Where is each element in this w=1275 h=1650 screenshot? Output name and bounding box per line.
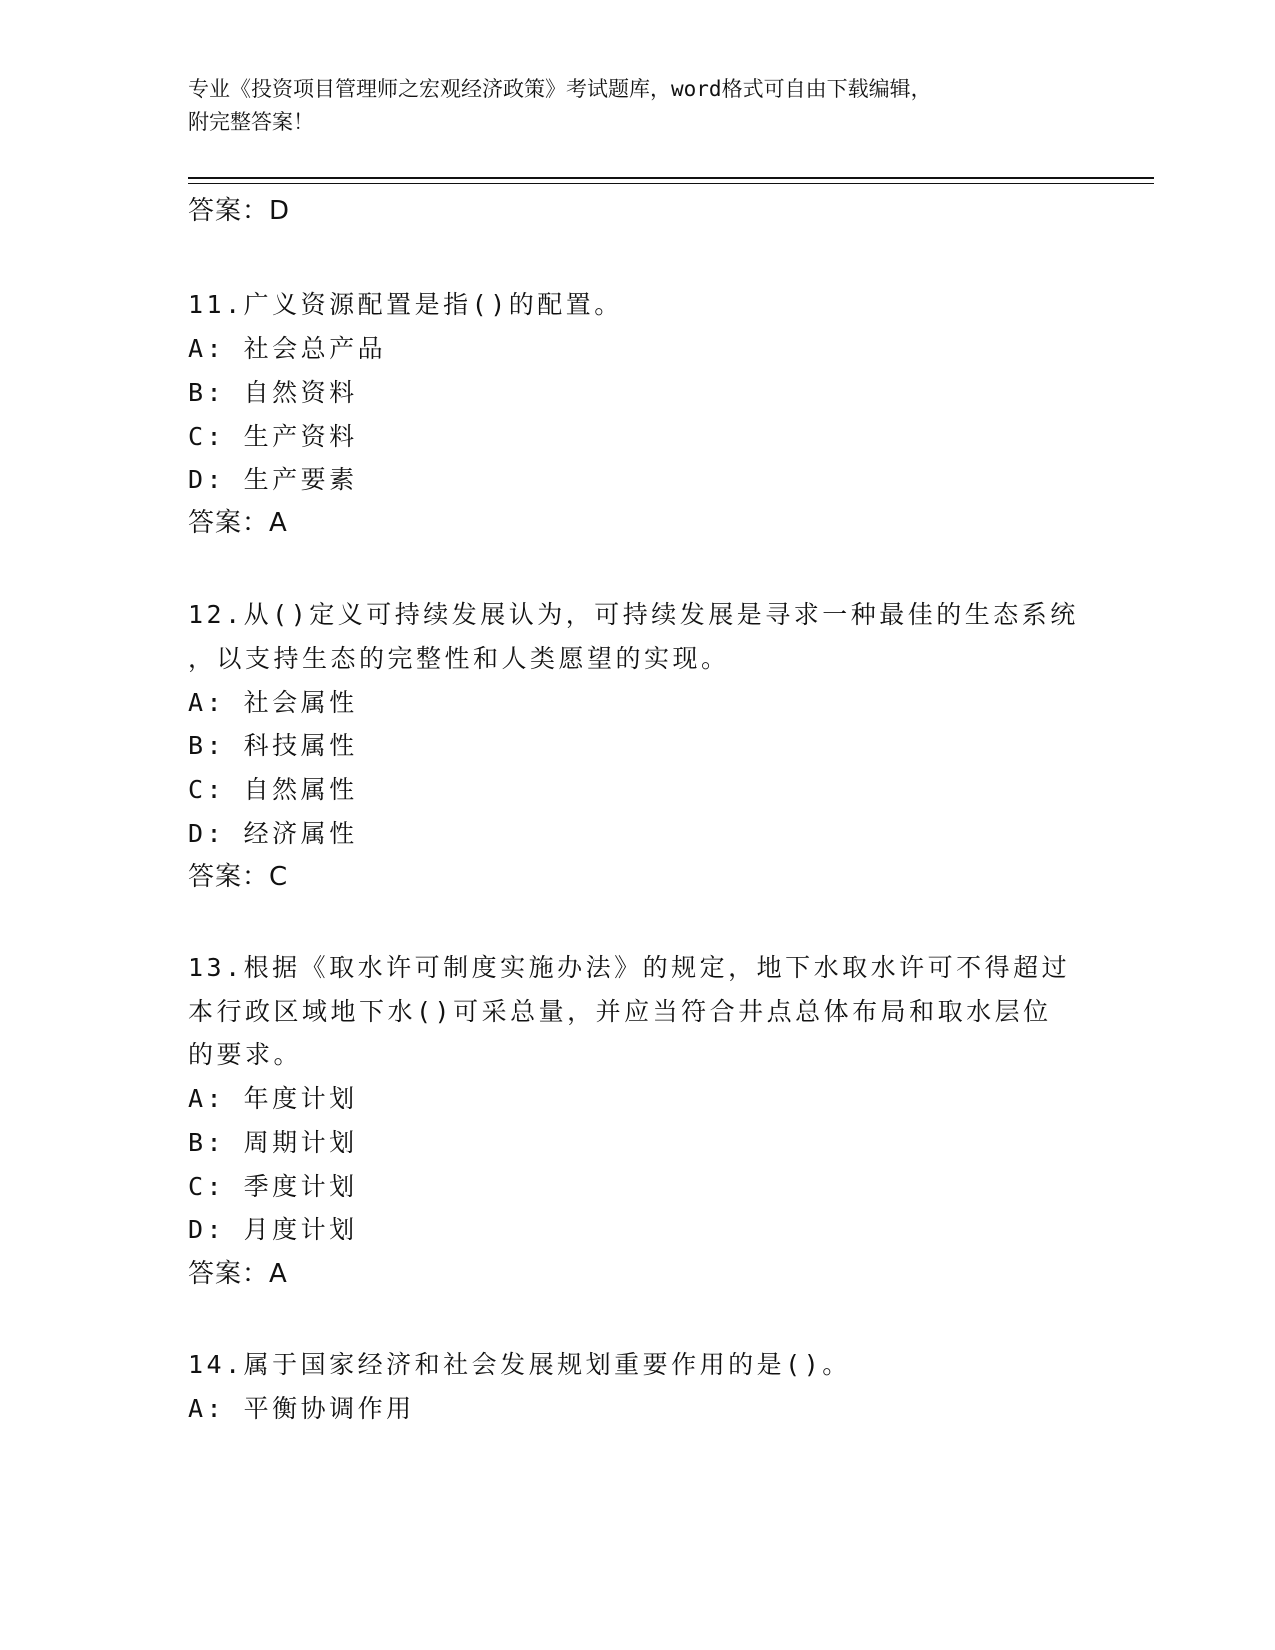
header-divider-thick [188, 177, 1154, 179]
header-line-1: 专业《投资项目管理师之宏观经济政策》考试题库，word格式可自由下载编辑， [188, 77, 932, 101]
answer-line: 答案：D [188, 196, 291, 226]
option-d: D: 经济属性 [188, 819, 358, 848]
answer-line: 答案：C [188, 862, 289, 892]
question-stem-line-1: 13.根据《取水许可制度实施办法》的规定，地下水取水许可不得超过 [188, 953, 1071, 982]
option-c: C: 生产资料 [188, 422, 358, 451]
option-d: D: 月度计划 [188, 1215, 358, 1244]
question-stem-line-2: ，以支持生态的完整性和人类愿望的实现。 [188, 644, 730, 673]
option-a: A: 社会总产品 [188, 334, 387, 363]
option-a: A: 平衡协调作用 [188, 1394, 415, 1423]
option-b: B: 周期计划 [188, 1128, 358, 1157]
option-a: A: 社会属性 [188, 688, 358, 717]
question-stem-line-3: 的要求。 [188, 1040, 303, 1069]
answer-line: 答案：A [188, 508, 288, 538]
question-stem: 14.属于国家经济和社会发展规划重要作用的是()。 [188, 1350, 851, 1379]
question-stem: 11.广义资源配置是指()的配置。 [188, 290, 623, 319]
option-c: C: 季度计划 [188, 1172, 358, 1201]
option-a: A: 年度计划 [188, 1084, 358, 1113]
option-b: B: 自然资料 [188, 378, 358, 407]
question-stem-line-2: 本行政区域地下水()可采总量，并应当符合井点总体布局和取水层位 [188, 997, 1052, 1026]
document-header [188, 73, 1068, 139]
header-divider-thin [188, 183, 1154, 184]
option-b: B: 科技属性 [188, 731, 358, 760]
question-stem-line-1: 12.从()定义可持续发展认为，可持续发展是寻求一种最佳的生态系统 [188, 600, 1079, 629]
header-line-2: 附完整答案！ [188, 110, 314, 134]
option-c: C: 自然属性 [188, 775, 358, 804]
answer-line: 答案：A [188, 1259, 288, 1289]
option-d: D: 生产要素 [188, 465, 358, 494]
